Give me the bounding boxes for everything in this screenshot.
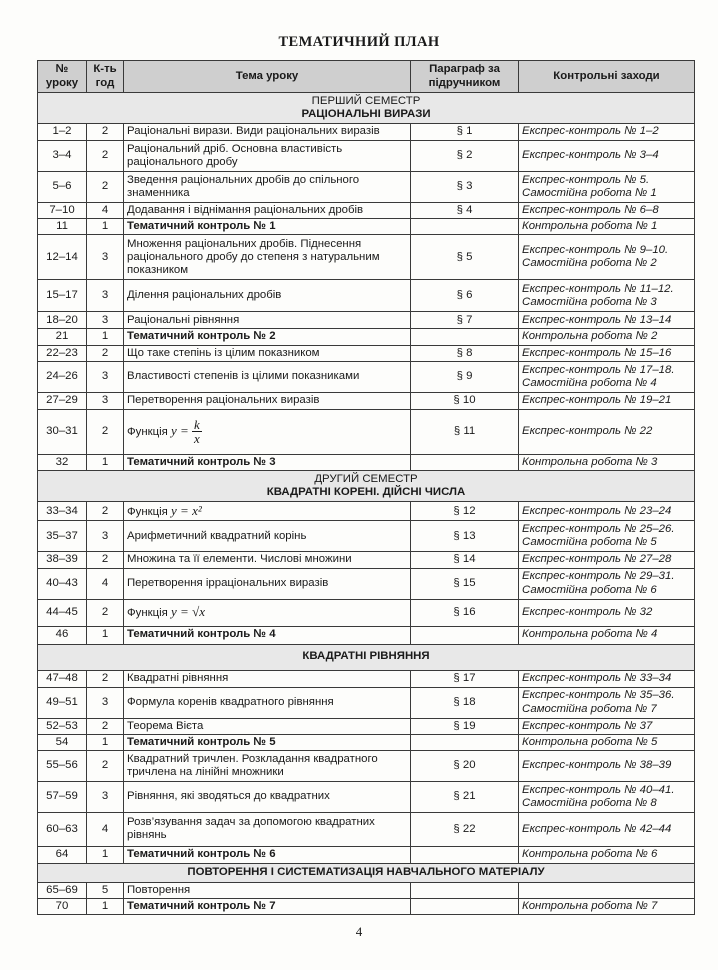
lesson-number-cell: 64 — [38, 846, 87, 863]
topic-cell — [124, 502, 411, 521]
hours-cell: 2 — [87, 552, 124, 568]
lesson-number-cell: 60–63 — [38, 812, 87, 846]
table-row — [38, 235, 695, 280]
table-row — [38, 626, 695, 644]
control-cell: Експрес-контроль № 25–26. Самостійна робота № 5 — [519, 521, 695, 552]
hours-cell: 4 — [87, 812, 124, 846]
table-row — [38, 312, 695, 329]
hours-cell: 1 — [87, 219, 124, 235]
header-paragraph: Параграф за підручником — [411, 61, 519, 93]
table-row — [38, 361, 695, 392]
table-row — [38, 502, 695, 521]
lesson-number-cell: 33–34 — [38, 502, 87, 521]
table-row — [38, 734, 695, 750]
fraction-numerator: k — [194, 416, 200, 432]
page-title: ТЕМАТИЧНИЙ ПЛАН — [278, 34, 440, 50]
hours-cell: 3 — [87, 312, 124, 329]
lesson-number-cell: 3–4 — [38, 141, 87, 172]
table-row — [38, 670, 695, 687]
lesson-number-cell: 47–48 — [38, 670, 87, 687]
topic-cell — [124, 312, 411, 329]
topic-text: Перетворення раціональних виразів — [127, 394, 320, 407]
table-row — [38, 141, 695, 172]
control-cell: Експрес-контроль № 38–39 — [519, 750, 695, 781]
hours-cell: 3 — [87, 781, 124, 812]
table-row — [38, 203, 695, 219]
paragraph-cell: § 9 — [411, 361, 519, 392]
page-number: 4 — [355, 924, 363, 939]
topic-text: Функція — [127, 425, 168, 438]
hours-cell: 2 — [87, 172, 124, 203]
paragraph-cell: § 4 — [411, 203, 519, 219]
paragraph-cell: § 5 — [411, 235, 519, 280]
thematic-plan-table — [37, 60, 695, 915]
topic-text: Тематичний контроль № 2 — [127, 330, 276, 343]
topic-text: Повторення — [127, 883, 191, 896]
hours-cell: 1 — [87, 454, 124, 470]
lesson-number-cell: 15–17 — [38, 280, 87, 312]
topic-cell — [124, 235, 411, 280]
topic-cell — [124, 329, 411, 345]
lesson-number-cell: 32 — [38, 454, 87, 470]
paragraph-cell: § 1 — [411, 124, 519, 141]
paragraph-cell: § 16 — [411, 599, 519, 626]
control-cell: Контрольна робота № 7 — [519, 899, 695, 915]
topic-text: Функція — [127, 506, 168, 519]
topic-cell — [124, 141, 411, 172]
table-row — [38, 521, 695, 552]
topic-cell — [124, 409, 411, 454]
topic-cell — [124, 882, 411, 898]
control-cell: Експрес-контроль № 37 — [519, 718, 695, 734]
section-row — [38, 93, 695, 124]
paragraph-cell — [411, 219, 519, 235]
topic-text: Тематичний контроль № 1 — [127, 220, 276, 233]
topic-text: Квадратні рівняння — [127, 671, 229, 684]
topic-text: Формула коренів квадратного рівняння — [127, 695, 334, 708]
lesson-number-cell: 52–53 — [38, 718, 87, 734]
topic-cell — [124, 568, 411, 599]
control-cell: Експрес-контроль № 33–34 — [519, 670, 695, 687]
control-cell: Експрес-контроль № 19–21 — [519, 392, 695, 409]
hours-cell: 3 — [87, 235, 124, 280]
header-hours: К-ть год — [87, 61, 124, 93]
section-title: РАЦІОНАЛЬНІ ВИРАЗИ — [301, 108, 431, 120]
control-cell: Експрес-контроль № 3–4 — [519, 141, 695, 172]
hours-cell: 4 — [87, 568, 124, 599]
control-cell: Контрольна робота № 6 — [519, 846, 695, 863]
topic-cell — [124, 781, 411, 812]
table-row — [38, 392, 695, 409]
hours-cell: 1 — [87, 626, 124, 644]
hours-cell: 2 — [87, 409, 124, 454]
hours-cell: 1 — [87, 329, 124, 345]
hours-cell: 5 — [87, 882, 124, 898]
topic-text: Ділення раціональних дробів — [127, 289, 282, 302]
section-title: КВАДРАТНІ КОРЕНІ. ДІЙСНІ ЧИСЛА — [266, 486, 466, 499]
lesson-number-cell: 1–2 — [38, 124, 87, 141]
paragraph-cell: § 2 — [411, 141, 519, 172]
paragraph-cell — [411, 626, 519, 644]
table-row — [38, 345, 695, 361]
hours-cell: 3 — [87, 687, 124, 718]
hours-cell: 3 — [87, 521, 124, 552]
control-cell: Експрес-контроль № 15–16 — [519, 345, 695, 361]
lesson-number-cell: 65–69 — [38, 882, 87, 898]
table-row — [38, 687, 695, 718]
topic-text: Множина та її елементи. Числові множини — [127, 553, 352, 566]
paragraph-cell — [411, 882, 519, 898]
control-cell: Контрольна робота № 4 — [519, 626, 695, 644]
paragraph-cell: § 13 — [411, 521, 519, 552]
section-title: ПОВТОРЕННЯ І СИСТЕМАТИЗАЦІЯ НАВЧАЛЬНОГО МАТЕРІАЛУ — [187, 866, 545, 879]
table-row — [38, 599, 695, 626]
topic-text: Тематичний контроль № 6 — [127, 848, 276, 861]
topic-text: Рівняння, які зводяться до квадратних — [127, 790, 330, 803]
topic-text: Розв’язування задач за допомогою квадратних рівнянь — [127, 816, 375, 842]
topic-cell — [124, 172, 411, 203]
control-cell: Експрес-контроль № 32 — [519, 599, 695, 626]
paragraph-cell: § 15 — [411, 568, 519, 599]
lesson-number-cell: 38–39 — [38, 552, 87, 568]
control-cell: Контрольна робота № 2 — [519, 329, 695, 345]
control-cell: Експрес-контроль № 11–12. Самостійна робота № 3 — [519, 280, 695, 312]
paragraph-cell: § 19 — [411, 718, 519, 734]
control-cell: Експрес-контроль № 5. Самостійна робота № 1 — [519, 172, 695, 203]
paragraph-cell: § 12 — [411, 502, 519, 521]
paragraph-cell — [411, 899, 519, 915]
topic-cell — [124, 687, 411, 718]
hours-cell: 2 — [87, 345, 124, 361]
paragraph-cell: § 21 — [411, 781, 519, 812]
hours-cell: 2 — [87, 124, 124, 141]
topic-text: Раціональний дріб. Основна властивість раціонального дробу — [127, 142, 343, 168]
lesson-number-cell: 54 — [38, 734, 87, 750]
table-row — [38, 124, 695, 141]
topic-text: Додавання і віднімання раціональних дробів — [127, 204, 364, 216]
header-lesson-number: № уроку — [38, 61, 87, 93]
topic-cell — [124, 846, 411, 863]
table-row — [38, 846, 695, 863]
paragraph-cell: § 6 — [411, 280, 519, 312]
semester-label: ДРУГИЙ СЕМЕСТР — [314, 472, 418, 485]
section-title: КВАДРАТНІ РІВНЯННЯ — [302, 650, 430, 663]
lesson-number-cell: 35–37 — [38, 521, 87, 552]
control-cell: Контрольна робота № 3 — [519, 454, 695, 470]
lesson-number-cell: 18–20 — [38, 312, 87, 329]
table-row — [38, 409, 695, 454]
control-cell: Контрольна робота № 5 — [519, 734, 695, 750]
hours-cell: 3 — [87, 280, 124, 312]
topic-text: Тематичний контроль № 5 — [127, 735, 276, 748]
control-cell: Експрес-контроль № 40–41. Самостійна робота № 8 — [519, 781, 695, 812]
topic-text: Множення раціональних дробів. Піднесення раціонального дробу до степеня з натуральним показником — [127, 237, 380, 277]
topic-cell — [124, 552, 411, 568]
paragraph-cell: § 3 — [411, 172, 519, 203]
table-row — [38, 172, 695, 203]
paragraph-cell — [411, 846, 519, 863]
paragraph-cell — [411, 329, 519, 345]
topic-cell — [124, 670, 411, 687]
topic-cell — [124, 599, 411, 626]
topic-cell — [124, 899, 411, 915]
table-row — [38, 899, 695, 915]
hours-cell: 2 — [87, 718, 124, 734]
lesson-number-cell: 7–10 — [38, 203, 87, 219]
table-row — [38, 750, 695, 781]
hours-cell: 3 — [87, 361, 124, 392]
topic-cell — [124, 521, 411, 552]
topic-text: Що таке степінь із цілим показником — [127, 346, 320, 359]
topic-text: Зведення раціональних дробів до спільного знаменника — [127, 173, 360, 199]
paragraph-cell: § 20 — [411, 750, 519, 781]
control-cell: Експрес-контроль № 13–14 — [519, 312, 695, 329]
control-cell: Експрес-контроль № 17–18. Самостійна робота № 4 — [519, 361, 695, 392]
control-cell: Експрес-контроль № 6–8 — [519, 203, 695, 219]
control-cell: Експрес-контроль № 9–10. Самостійна робота № 2 — [519, 235, 695, 280]
hours-cell: 1 — [87, 899, 124, 915]
control-cell: Експрес-контроль № 1–2 — [519, 124, 695, 141]
topic-cell — [124, 392, 411, 409]
lesson-number-cell: 24–26 — [38, 361, 87, 392]
table-row — [38, 781, 695, 812]
table-body — [38, 93, 695, 915]
lesson-number-cell: 70 — [38, 899, 87, 915]
topic-text: Властивості степенів із цілими показниками — [127, 370, 360, 383]
topic-cell — [124, 219, 411, 235]
topic-text: Раціональні вирази. Види раціональних виразів — [127, 125, 380, 138]
table-row — [38, 454, 695, 470]
topic-cell — [124, 280, 411, 312]
topic-cell — [124, 345, 411, 361]
topic-cell — [124, 734, 411, 750]
topic-cell — [124, 718, 411, 734]
section-row — [38, 863, 695, 882]
paragraph-cell: § 7 — [411, 312, 519, 329]
paragraph-cell: § 11 — [411, 409, 519, 454]
topic-text: Тематичний контроль № 4 — [127, 628, 276, 641]
table-row — [38, 812, 695, 846]
table-row — [38, 568, 695, 599]
lesson-number-cell: 11 — [38, 219, 87, 235]
lesson-number-cell: 57–59 — [38, 781, 87, 812]
section-row — [38, 644, 695, 670]
paragraph-cell — [411, 454, 519, 470]
lesson-number-cell: 21 — [38, 329, 87, 345]
topic-text: Функція — [127, 607, 168, 620]
topic-cell — [124, 361, 411, 392]
topic-text: Перетворення ірраціональних виразів — [127, 576, 329, 589]
lesson-number-cell: 27–29 — [38, 392, 87, 409]
control-cell: Експрес-контроль № 29–31. Самостійна робота № 6 — [519, 568, 695, 599]
fraction — [192, 418, 202, 446]
lesson-number-cell: 49–51 — [38, 687, 87, 718]
paragraph-cell: § 8 — [411, 345, 519, 361]
formula: y = x² — [171, 503, 202, 519]
topic-cell — [124, 203, 411, 219]
formula-lhs: y = — [171, 422, 189, 438]
paragraph-cell: § 17 — [411, 670, 519, 687]
lesson-number-cell: 46 — [38, 626, 87, 644]
hours-cell: 2 — [87, 141, 124, 172]
semester-label: ПЕРШИЙ СЕМЕСТР — [311, 94, 421, 107]
topic-text: Тематичний контроль № 7 — [127, 900, 276, 913]
lesson-number-cell: 55–56 — [38, 750, 87, 781]
control-cell: Контрольна робота № 1 — [519, 219, 695, 235]
lesson-number-cell: 30–31 — [38, 409, 87, 454]
paragraph-cell: § 10 — [411, 392, 519, 409]
formula: y = √x — [171, 604, 205, 620]
lesson-number-cell: 12–14 — [38, 235, 87, 280]
table-row — [38, 280, 695, 312]
hours-cell: 1 — [87, 734, 124, 750]
control-cell: Експрес-контроль № 27–28 — [519, 552, 695, 568]
topic-cell — [124, 626, 411, 644]
topic-text: Тематичний контроль № 3 — [127, 455, 276, 468]
control-cell: Експрес-контроль № 35–36. Самостійна робота № 7 — [519, 687, 695, 718]
control-cell: Експрес-контроль № 22 — [519, 409, 695, 454]
hours-cell: 2 — [87, 599, 124, 626]
paragraph-cell: § 18 — [411, 687, 519, 718]
paragraph-cell: § 14 — [411, 552, 519, 568]
control-cell: Експрес-контроль № 23–24 — [519, 502, 695, 521]
hours-cell: 2 — [87, 670, 124, 687]
hours-cell: 1 — [87, 846, 124, 863]
topic-text: Арифметичний квадратний корінь — [127, 529, 307, 542]
table-row — [38, 329, 695, 345]
table-row — [38, 219, 695, 235]
table-row — [38, 882, 695, 898]
control-cell — [519, 882, 695, 898]
control-cell: Експрес-контроль № 42–44 — [519, 812, 695, 846]
header-control: Контрольні заходи — [519, 61, 695, 93]
lesson-number-cell: 40–43 — [38, 568, 87, 599]
paragraph-cell: § 22 — [411, 812, 519, 846]
header-topic: Тема уроку — [124, 61, 411, 93]
topic-cell — [124, 812, 411, 846]
topic-cell — [124, 454, 411, 470]
topic-text: Квадратний тричлен. Розкладання квадратного тричлена на лінійні множники — [127, 752, 378, 778]
table-row — [38, 718, 695, 734]
hours-cell: 2 — [87, 502, 124, 521]
table-row — [38, 552, 695, 568]
lesson-number-cell: 44–45 — [38, 599, 87, 626]
hours-cell: 4 — [87, 203, 124, 219]
lesson-number-cell: 5–6 — [38, 172, 87, 203]
topic-text: Раціональні рівняння — [127, 313, 240, 326]
topic-cell — [124, 124, 411, 141]
hours-cell: 2 — [87, 750, 124, 781]
topic-text: Теорема Вієта — [127, 719, 204, 732]
lesson-number-cell: 22–23 — [38, 345, 87, 361]
fraction-denominator: x — [194, 431, 200, 447]
section-row — [38, 471, 695, 502]
hours-cell: 3 — [87, 392, 124, 409]
table-header-row — [38, 61, 695, 93]
paragraph-cell — [411, 734, 519, 750]
topic-cell — [124, 750, 411, 781]
